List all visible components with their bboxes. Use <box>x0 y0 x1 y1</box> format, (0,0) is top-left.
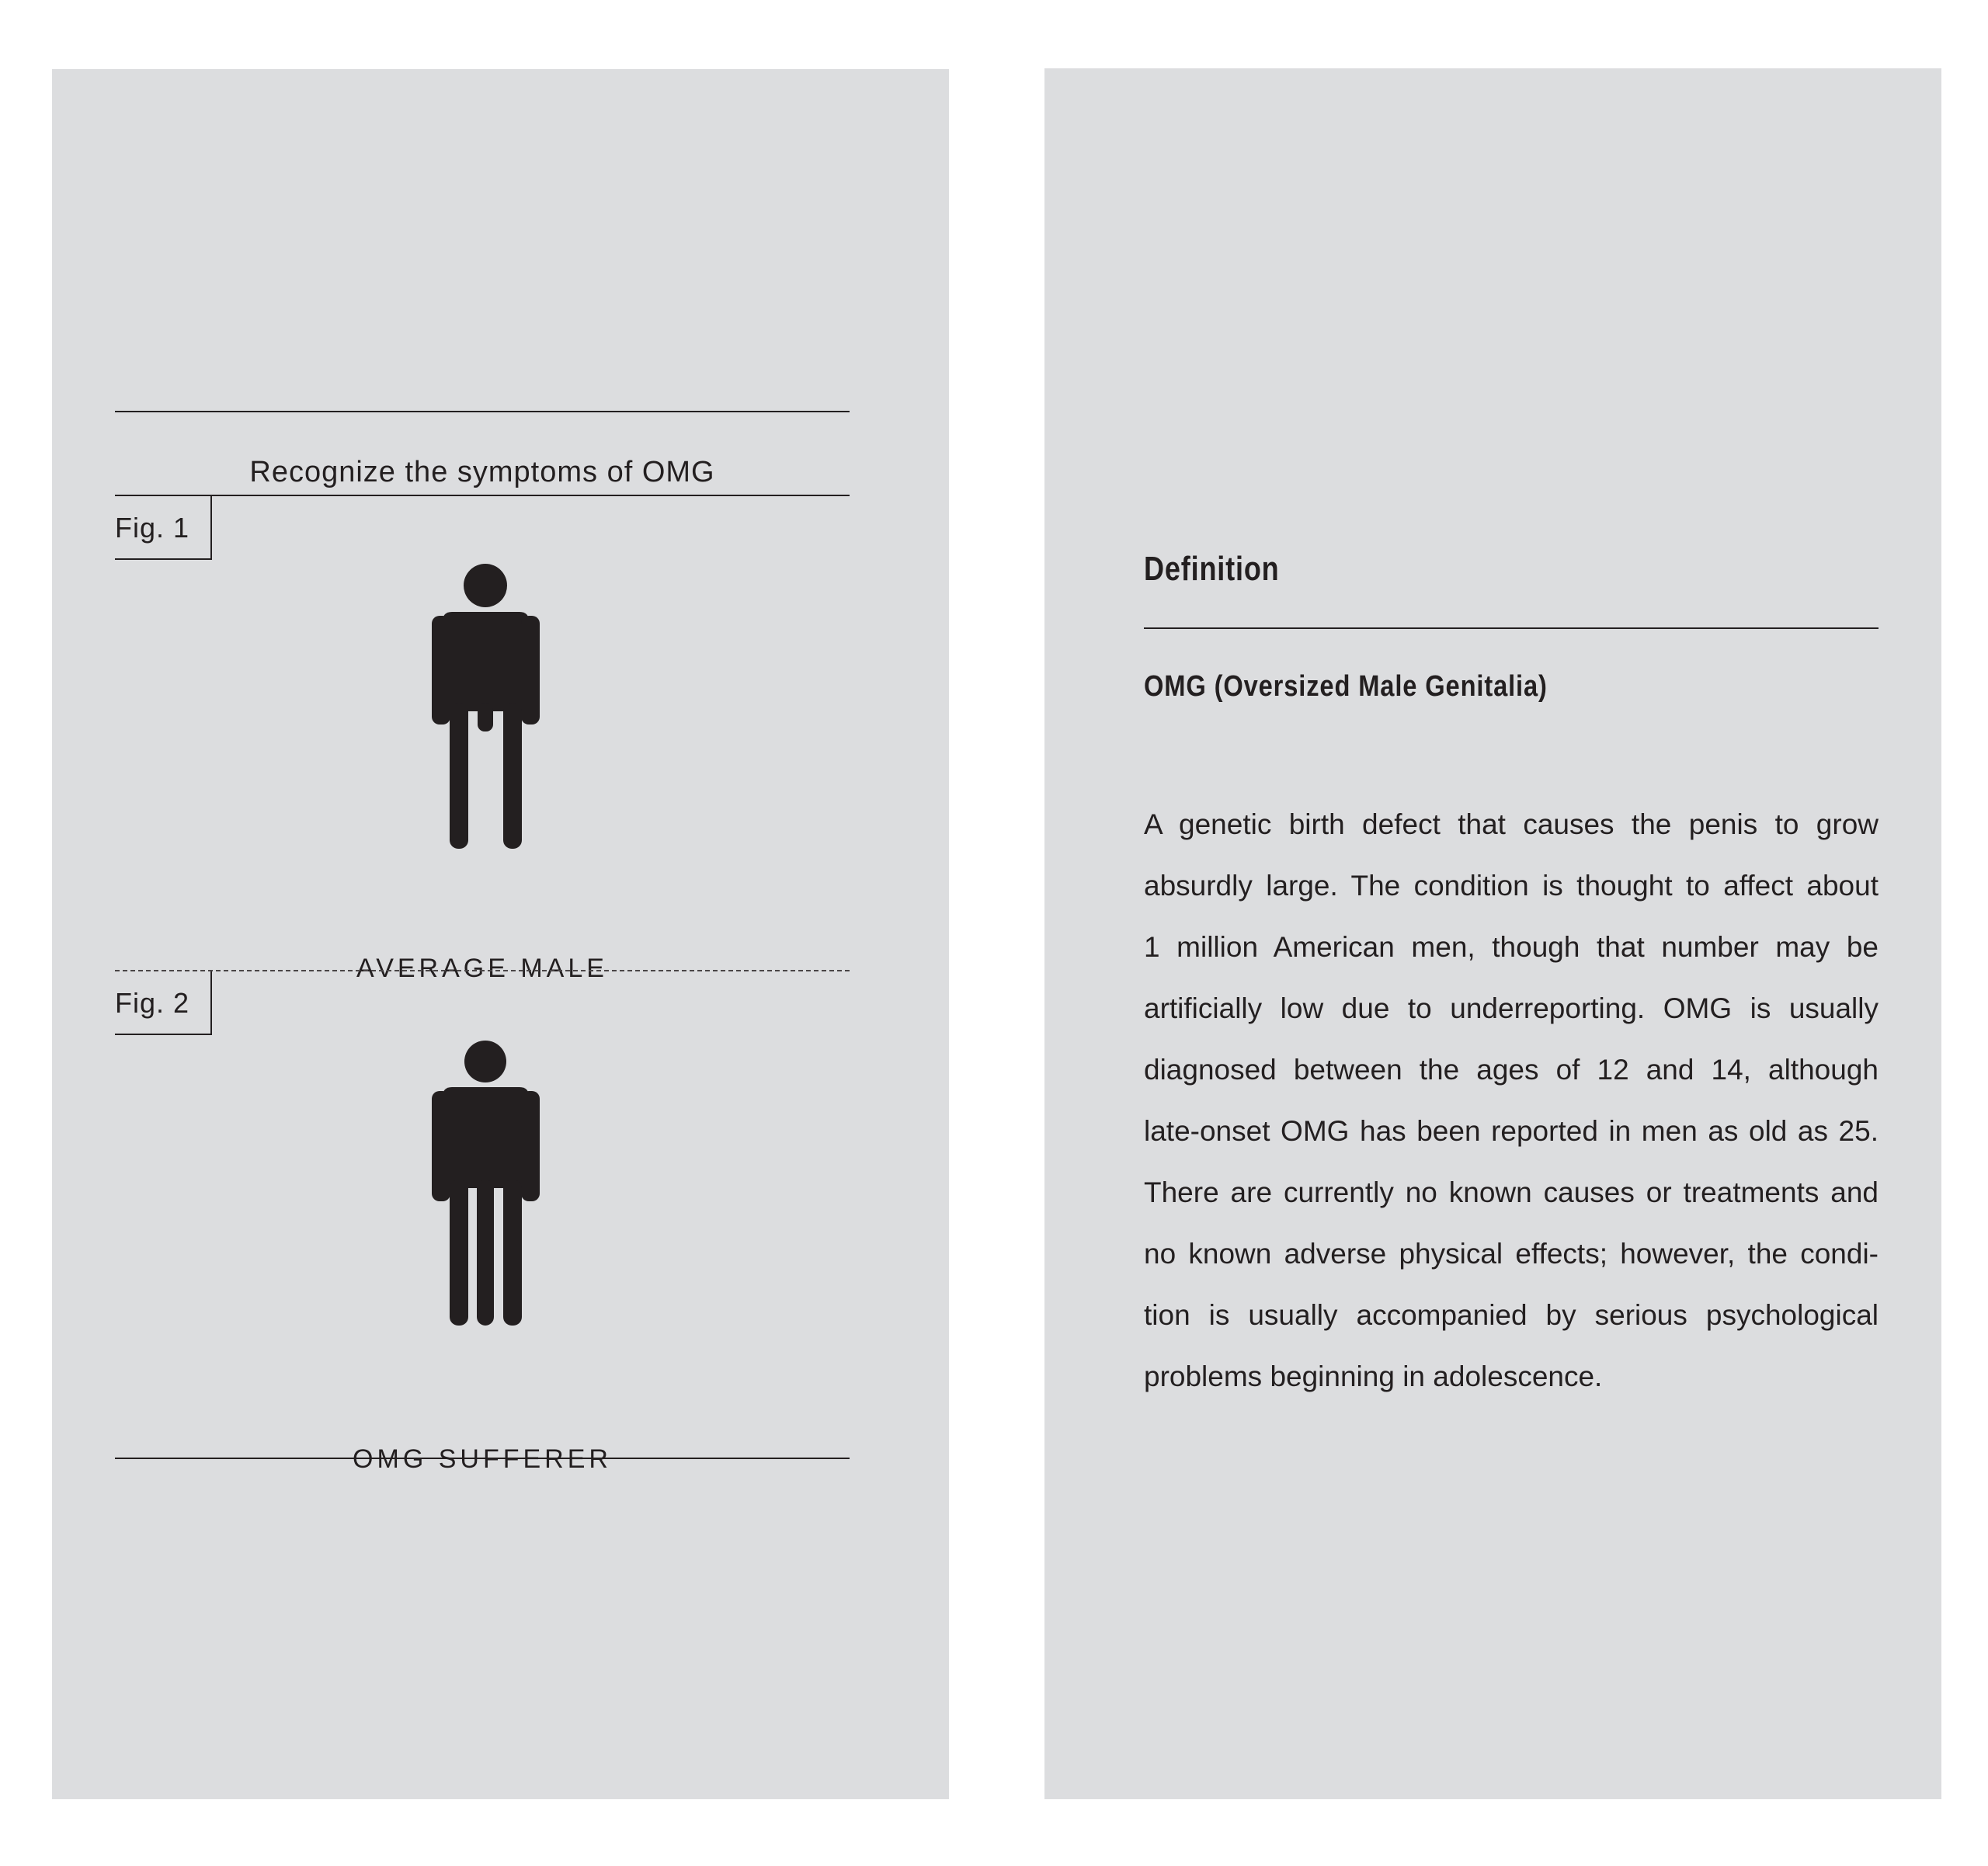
definition-title: Definition <box>1144 550 1280 588</box>
body-line: absurdly large. The condition is thought to affect about <box>1144 870 1879 902</box>
body-line: A genetic birth defect that causes the penis to grow <box>1144 808 1879 840</box>
definition-rule <box>1144 627 1879 629</box>
body-line: problems beginning in adolescence. <box>1144 1360 1603 1392</box>
body-line: diagnosed between the ages of 12 and 14, although <box>1144 1054 1879 1086</box>
fig-2-tag: Fig. 2 <box>115 971 212 1035</box>
definition-body <box>1144 794 1879 1407</box>
definition-term: OMG (Oversized Male Genitalia) <box>1144 670 1548 703</box>
body-line: late-onset OMG has been reported in men as old as 25. <box>1144 1115 1879 1147</box>
average-male-icon <box>432 563 540 850</box>
bottom-rule <box>115 1458 850 1459</box>
fig-1-tag: Fig. 1 <box>115 496 212 560</box>
right-page-panel <box>1044 68 1941 1799</box>
body-line: no known adverse physical effects; however, the condi- <box>1144 1238 1879 1270</box>
heading-bottom-rule <box>115 495 850 496</box>
body-line: 1 million American men, though that number may be <box>1144 931 1879 963</box>
left-page-panel <box>52 69 949 1799</box>
fig-2-caption: OMG SUFFERER <box>353 1444 612 1474</box>
fig-1-caption: AVERAGE MALE <box>356 954 608 983</box>
body-line: artificially low due to underreporting. OMG is usually <box>1144 992 1879 1024</box>
figure-divider <box>115 970 850 971</box>
section-heading: Recognize the symptoms of OMG <box>249 455 715 488</box>
body-line: There are currently no known causes or treatments and <box>1144 1176 1879 1208</box>
body-line: tion is usually accompanied by serious psychological <box>1144 1299 1879 1331</box>
top-rule <box>115 411 850 412</box>
omg-sufferer-icon <box>432 1040 540 1327</box>
